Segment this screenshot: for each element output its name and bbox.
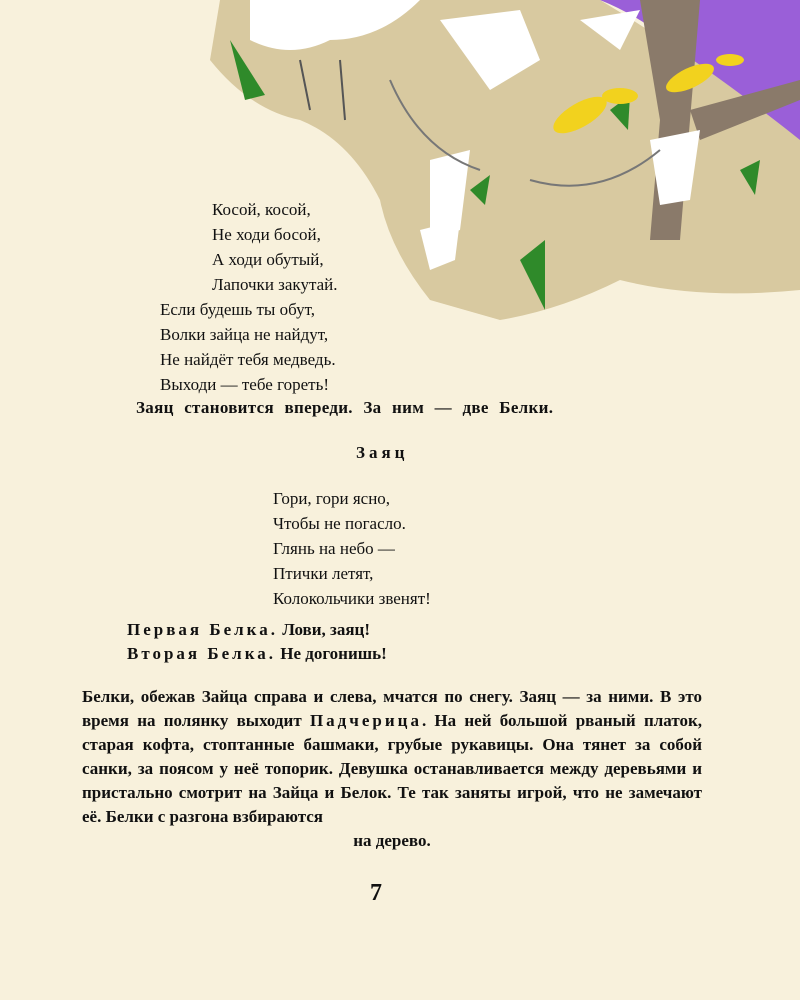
narration-last-line: на дерево. bbox=[353, 831, 431, 850]
poem-line: Глянь на небо — bbox=[273, 539, 395, 558]
poem-line: Чтобы не погасло. bbox=[273, 514, 406, 533]
poem-line: А ходи обутый, bbox=[212, 250, 324, 269]
speaker-name: Заяц bbox=[356, 443, 409, 462]
stage-direction: Заяц становится впереди. За ним — две Белки. bbox=[136, 398, 554, 417]
dialog-speaker: Первая Белка. bbox=[127, 620, 278, 639]
poem-first bbox=[160, 197, 337, 397]
winter-tree-illustration bbox=[0, 0, 800, 330]
poem-second bbox=[273, 486, 431, 611]
dialog-line bbox=[127, 618, 387, 642]
narration-text: Белки, обежав Зайца справа и слева, мчатся по снегу. Заяц — за ними. В это время на полянку выходит bbox=[82, 687, 702, 730]
poem-line: Если будешь ты обут, bbox=[160, 300, 315, 319]
dialog-text: Не догонишь! bbox=[280, 644, 387, 663]
narration-paragraph bbox=[82, 685, 702, 829]
poem-line: Гори, гори ясно, bbox=[273, 489, 391, 508]
poem-line: Не найдёт тебя медведь. bbox=[160, 350, 336, 369]
character-name: Падчерица bbox=[309, 711, 422, 730]
poem-line: Косой, косой, bbox=[212, 200, 311, 219]
poem-line: Колокольчики звенят! bbox=[273, 589, 431, 608]
poem-line: Выходи — тебе гореть! bbox=[160, 375, 330, 394]
dialog-speaker: Вторая Белка. bbox=[127, 644, 276, 663]
poem-line: Лапочки закутай. bbox=[212, 275, 338, 294]
poem-line: Птички летят, bbox=[273, 564, 374, 583]
poem-line: Не ходи босой, bbox=[212, 225, 321, 244]
dialog-text: Лови, заяц! bbox=[282, 620, 370, 639]
narration bbox=[82, 685, 702, 853]
page-number: 7 bbox=[370, 880, 382, 906]
dialog-line bbox=[127, 642, 387, 666]
poem-line: Волки зайца не найдут, bbox=[160, 325, 329, 344]
narration-text: . На ней большой рваный платок, старая кофта, стоптанные башмаки, грубые рукавицы. Она тянет за собой санки, за поясом у неё топорик. Девушка останавливается между деревьями и пристально смотрит на Зайца и Белок. Те так заняты игрой, что не замечают её. Белки с разгона взбираются bbox=[82, 711, 703, 826]
dialog-block bbox=[127, 618, 387, 666]
